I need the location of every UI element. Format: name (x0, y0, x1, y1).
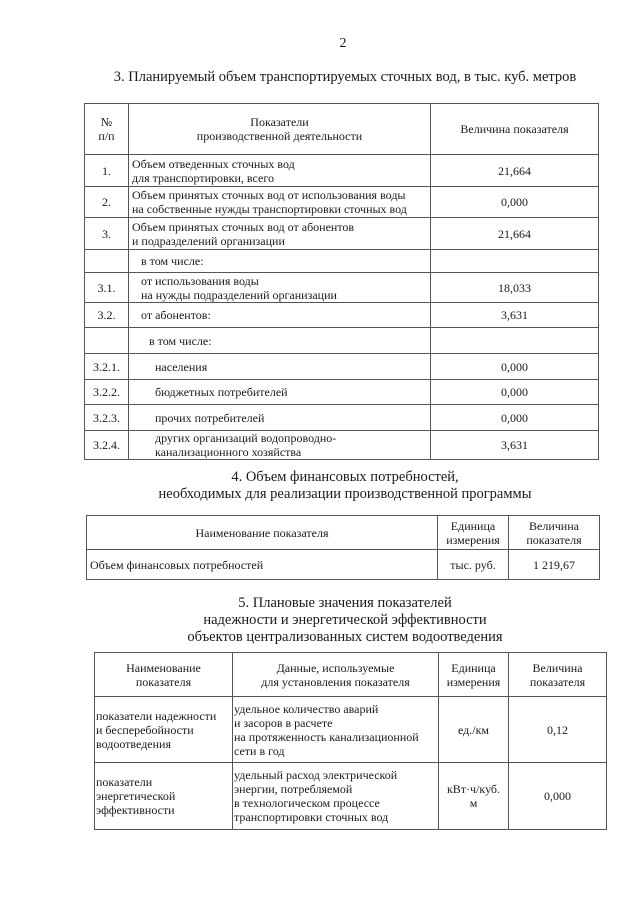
cell-name (129, 250, 431, 273)
cell-value: 18,033 (431, 273, 599, 303)
section3-table (84, 103, 599, 460)
cell-value: 21,664 (431, 155, 599, 187)
page-number: 2 (339, 36, 347, 51)
cell-value (431, 250, 599, 273)
cell-text: от использования воды (141, 273, 259, 288)
cell-num (85, 328, 129, 354)
cell-value: 0,000 (431, 405, 599, 431)
section3-title: 3. Планируемый объем транспортируемых сточных вод, в тыс. куб. метров (113, 69, 577, 85)
cell-text: от абонентов: (141, 308, 211, 322)
table-header-row (85, 104, 599, 155)
cell-num: 2. (85, 187, 129, 218)
cell-text: и засоров в расчете (234, 715, 333, 730)
cell-unit: кВт·ч/куб. м (439, 763, 509, 830)
cell-value: 0,000 (431, 380, 599, 405)
table-row (85, 155, 599, 187)
table-row (85, 405, 599, 431)
table-row (85, 303, 599, 328)
cell-name (129, 187, 431, 218)
header-text: № (100, 115, 113, 129)
table-header-row (87, 516, 600, 550)
cell-text: Объем принятых сточных вод от абонентов (132, 219, 355, 234)
header-text: Наименование (126, 660, 201, 675)
cell-text: канализационного хозяйства (155, 445, 302, 459)
cell-text: Объем отведенных сточных вод (132, 156, 295, 171)
table-row (85, 273, 599, 303)
cell-text: в технологическом процессе (234, 796, 380, 810)
cell-name (129, 405, 431, 431)
cell-text: в том числе: (141, 254, 204, 268)
header-text: измерения (446, 532, 500, 547)
cell-text: эффективности (96, 803, 175, 817)
cell-unit: ед./км (439, 697, 509, 763)
cell-name (129, 328, 431, 354)
title-line: необходимых для реализации производственной программы (158, 486, 532, 502)
header-name (95, 653, 233, 697)
header-text: показателя (135, 674, 192, 689)
cell-value: 3,631 (431, 431, 599, 460)
cell-value (431, 328, 599, 354)
cell-num: 3.1. (85, 273, 129, 303)
cell-value: 0,000 (431, 354, 599, 380)
cell-name (129, 303, 431, 328)
cell-text: на нужды подразделений организации (141, 287, 337, 302)
cell-unit: тыс. руб. (438, 550, 509, 580)
cell-name (95, 697, 233, 763)
header-text: показателя (526, 532, 582, 547)
cell-text: удельное количество аварий (234, 701, 379, 716)
header-text: Единица (451, 660, 496, 675)
cell-value: 0,12 (509, 697, 607, 763)
header-name (129, 104, 431, 155)
table-row (85, 328, 599, 354)
table-row (85, 250, 599, 273)
table-row (85, 218, 599, 250)
cell-name (129, 431, 431, 460)
cell-name (129, 273, 431, 303)
cell-value: 21,664 (431, 218, 599, 250)
header-name: Наименование показателя (87, 516, 438, 550)
cell-name (95, 763, 233, 830)
cell-text: удельный расход электрической (234, 768, 398, 782)
cell-text: показатели (96, 775, 153, 789)
header-text: Показатели (250, 115, 309, 129)
cell-name (129, 218, 431, 250)
section4-table (86, 515, 600, 580)
cell-num: 3.2.4. (85, 431, 129, 460)
cell-text: водоотведения (96, 736, 171, 751)
cell-name (129, 354, 431, 380)
cell-num: 3.2.2. (85, 380, 129, 405)
cell-num: 3. (85, 218, 129, 250)
cell-value: 0,000 (509, 763, 607, 830)
header-text: измерения (446, 674, 501, 689)
cell-text: на протяженность канализационной (234, 729, 419, 744)
cell-text: и подразделений организации (132, 233, 285, 248)
header-text: п/п (98, 129, 115, 143)
cell-text: других организаций водопроводно- (155, 431, 337, 445)
header-text: для установления показателя (261, 674, 410, 689)
cell-num: 3.2.3. (85, 405, 129, 431)
cell-name (129, 155, 431, 187)
cell-text: показатели надежности (96, 708, 217, 723)
header-text: Данные, используемые (276, 660, 395, 675)
header-text: Величина (532, 660, 583, 675)
cell-value: 0,000 (431, 187, 599, 218)
cell-text: в том числе: (149, 333, 212, 348)
cell-num: 3.2. (85, 303, 129, 328)
header-value (509, 516, 600, 550)
header-text: производственной деятельности (196, 129, 363, 143)
table-header-row (95, 653, 607, 697)
cell-text: бюджетных потребителей (155, 385, 288, 399)
cell-text: для транспортировки, всего (132, 170, 274, 185)
cell-text: Объем принятых сточных вод от использования воды (132, 188, 406, 202)
header-text: Величина (529, 518, 579, 533)
cell-name (129, 380, 431, 405)
header-value: Величина показателя (431, 104, 599, 155)
cell-text: сети в год (234, 743, 285, 758)
header-unit (439, 653, 509, 697)
section5-table (94, 652, 607, 830)
table-row (87, 550, 600, 580)
cell-num: 1. (85, 155, 129, 187)
cell-num (85, 250, 129, 273)
title-line: 5. Плановые значения показателей (238, 595, 452, 611)
cell-value: 1 219,67 (509, 550, 600, 580)
cell-text: населения (155, 359, 208, 374)
header-data (233, 653, 439, 697)
table-row (85, 354, 599, 380)
cell-text: и бесперебойности (96, 722, 194, 737)
section5-title (0, 595, 640, 646)
table-row (95, 697, 607, 763)
header-value (509, 653, 607, 697)
cell-text: энергии, потребляемой (234, 782, 353, 796)
header-num (85, 104, 129, 155)
cell-num: 3.2.1. (85, 354, 129, 380)
title-line: объектов централизованных систем водоотведения (187, 629, 503, 645)
header-text: Единица (450, 518, 496, 533)
title-line: надежности и энергетической эффективности (203, 612, 487, 628)
header-unit (438, 516, 509, 550)
cell-text: транспортировки сточных вод (234, 810, 389, 824)
table-row (85, 380, 599, 405)
section4-title (0, 469, 640, 503)
cell-text: на собственные нужды транспортировки сточных вод (132, 202, 407, 216)
table-row (85, 187, 599, 218)
table-row (95, 763, 607, 830)
header-text: показателя (529, 674, 586, 689)
title-line: 4. Объем финансовых потребностей, (231, 469, 459, 485)
cell-data (233, 697, 439, 763)
table-row (85, 431, 599, 460)
cell-name: Объем финансовых потребностей (87, 550, 438, 580)
cell-text: прочих потребителей (155, 410, 265, 425)
cell-text: энергетической (96, 789, 176, 803)
cell-data (233, 763, 439, 830)
cell-value: 3,631 (431, 303, 599, 328)
